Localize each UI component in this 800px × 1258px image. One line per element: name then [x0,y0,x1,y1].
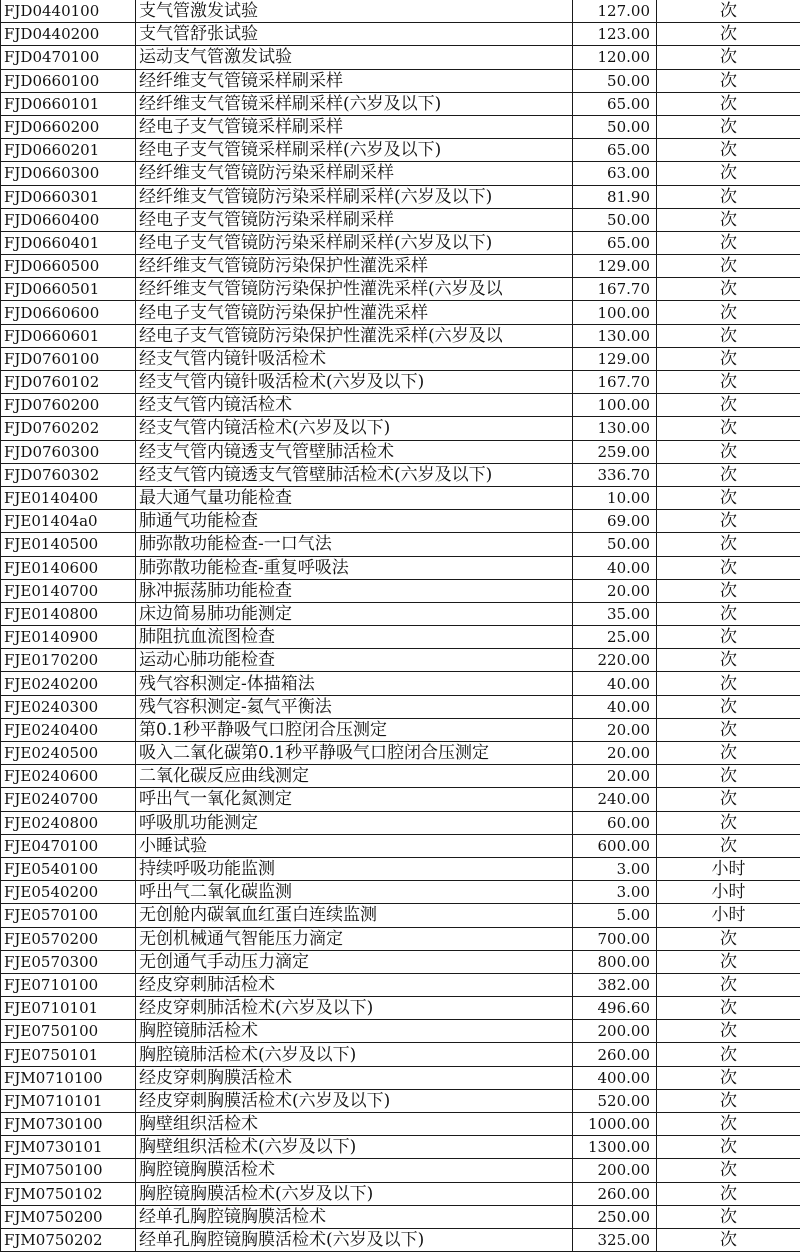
item-name-cell: 经单孔胸腔镜胸膜活检术(六岁及以下) [136,1228,573,1251]
price-cell: 220.00 [573,649,657,672]
price-cell: 40.00 [573,695,657,718]
code-cell: FJE01404a0 [1,510,136,533]
table-row [1,973,800,996]
price-cell: 127.00 [573,0,657,23]
price-cell: 800.00 [573,950,657,973]
unit-cell: 次 [657,1043,800,1066]
item-name-cell: 经纤维支气管镜防污染保护性灌洗采样(六岁及以 [136,278,573,301]
table-row [1,301,800,324]
code-cell: FJE0240800 [1,811,136,834]
price-cell: 120.00 [573,46,657,69]
price-cell: 50.00 [573,533,657,556]
price-cell: 35.00 [573,602,657,625]
unit-cell: 次 [657,92,800,115]
unit-cell: 次 [657,695,800,718]
price-cell: 1300.00 [573,1136,657,1159]
unit-cell: 次 [657,997,800,1020]
code-cell: FJE0710101 [1,997,136,1020]
table-row [1,347,800,370]
item-name-cell: 经电子支气管镜防污染采样刷采样 [136,208,573,231]
item-name-cell: 肺阻抗血流图检查 [136,626,573,649]
table-row [1,1228,800,1251]
unit-cell: 次 [657,440,800,463]
price-cell: 20.00 [573,765,657,788]
unit-cell: 次 [657,533,800,556]
unit-cell: 次 [657,602,800,625]
code-cell: FJD0660301 [1,185,136,208]
item-name-cell: 呼出气一氧化氮测定 [136,788,573,811]
unit-cell: 次 [657,69,800,92]
table-body [1,0,800,1252]
table-row [1,742,800,765]
code-cell: FJD0470100 [1,46,136,69]
item-name-cell: 运动支气管激发试验 [136,46,573,69]
table-row [1,278,800,301]
code-cell: FJD0660101 [1,92,136,115]
unit-cell: 次 [657,115,800,138]
price-cell: 130.00 [573,417,657,440]
table-row [1,69,800,92]
table-row [1,857,800,880]
table-row [1,602,800,625]
price-cell: 325.00 [573,1228,657,1251]
price-cell: 100.00 [573,394,657,417]
unit-cell: 次 [657,185,800,208]
unit-cell: 次 [657,649,800,672]
item-name-cell: 经支气管内镜活检术 [136,394,573,417]
item-name-cell: 经皮穿刺肺活检术(六岁及以下) [136,997,573,1020]
table-row [1,927,800,950]
unit-cell: 次 [657,1136,800,1159]
item-name-cell: 胸腔镜胸膜活检术(六岁及以下) [136,1182,573,1205]
unit-cell: 次 [657,556,800,579]
table-row [1,371,800,394]
unit-cell: 次 [657,927,800,950]
code-cell: FJD0660100 [1,69,136,92]
unit-cell: 次 [657,278,800,301]
unit-cell: 次 [657,1159,800,1182]
code-cell: FJM0750202 [1,1228,136,1251]
table-row [1,718,800,741]
table-row [1,950,800,973]
item-name-cell: 经皮穿刺胸膜活检术 [136,1066,573,1089]
price-cell: 65.00 [573,139,657,162]
code-cell: FJM0750102 [1,1182,136,1205]
unit-cell: 次 [657,1113,800,1136]
item-name-cell: 吸入二氧化碳第0.1秒平静吸气口腔闭合压测定 [136,742,573,765]
unit-cell: 次 [657,139,800,162]
code-cell: FJE0140500 [1,533,136,556]
price-cell: 60.00 [573,811,657,834]
price-cell: 1000.00 [573,1113,657,1136]
price-cell: 520.00 [573,1089,657,1112]
code-cell: FJE0240400 [1,718,136,741]
table-row [1,626,800,649]
item-name-cell: 呼吸肌功能测定 [136,811,573,834]
table-row [1,1113,800,1136]
item-name-cell: 肺弥散功能检查-重复呼吸法 [136,556,573,579]
code-cell: FJD0660501 [1,278,136,301]
item-name-cell: 经电子支气管镜采样刷采样(六岁及以下) [136,139,573,162]
price-cell: 65.00 [573,92,657,115]
unit-cell: 次 [657,1228,800,1251]
code-cell: FJD0660500 [1,255,136,278]
table-row [1,1182,800,1205]
code-cell: FJE0570300 [1,950,136,973]
table-row [1,1136,800,1159]
code-cell: FJM0750200 [1,1205,136,1228]
code-cell: FJE0140800 [1,602,136,625]
table-row [1,533,800,556]
code-cell: FJM0750100 [1,1159,136,1182]
code-cell: FJE0750100 [1,1020,136,1043]
item-name-cell: 经纤维支气管镜防污染采样刷采样(六岁及以下) [136,185,573,208]
unit-cell: 次 [657,46,800,69]
code-cell: FJE0240300 [1,695,136,718]
table-row [1,440,800,463]
table-row [1,115,800,138]
code-cell: FJE0240600 [1,765,136,788]
price-cell: 40.00 [573,556,657,579]
unit-cell: 次 [657,162,800,185]
table-row [1,463,800,486]
price-cell: 200.00 [573,1020,657,1043]
unit-cell: 小时 [657,857,800,880]
price-cell: 129.00 [573,347,657,370]
unit-cell: 次 [657,463,800,486]
price-cell: 260.00 [573,1043,657,1066]
code-cell: FJE0540100 [1,857,136,880]
table-row [1,672,800,695]
table-row [1,92,800,115]
table-row [1,881,800,904]
item-name-cell: 胸壁组织活检术 [136,1113,573,1136]
price-cell: 50.00 [573,208,657,231]
price-cell: 50.00 [573,115,657,138]
item-name-cell: 经电子支气管镜防污染保护性灌洗采样(六岁及以 [136,324,573,347]
item-name-cell: 小睡试验 [136,834,573,857]
table-row [1,510,800,533]
table-row [1,255,800,278]
table-row [1,811,800,834]
item-name-cell: 二氧化碳反应曲线测定 [136,765,573,788]
table-row [1,1159,800,1182]
price-cell: 20.00 [573,742,657,765]
item-name-cell: 经皮穿刺肺活检术 [136,973,573,996]
price-cell: 496.60 [573,997,657,1020]
table-row [1,695,800,718]
price-cell: 240.00 [573,788,657,811]
price-cell: 3.00 [573,881,657,904]
table-row [1,185,800,208]
table-row [1,231,800,254]
table-row [1,1066,800,1089]
item-name-cell: 经支气管内镜透支气管壁肺活检术 [136,440,573,463]
price-cell: 167.70 [573,371,657,394]
code-cell: FJE0570200 [1,927,136,950]
code-cell: FJE0140400 [1,486,136,509]
price-cell: 700.00 [573,927,657,950]
price-cell: 100.00 [573,301,657,324]
unit-cell: 次 [657,255,800,278]
table-row [1,394,800,417]
item-name-cell: 胸腔镜肺活检术 [136,1020,573,1043]
item-name-cell: 经支气管内镜针吸活检术 [136,347,573,370]
code-cell: FJD0760100 [1,347,136,370]
item-name-cell: 支气管激发试验 [136,0,573,23]
code-cell: FJD0760300 [1,440,136,463]
item-name-cell: 经纤维支气管镜采样刷采样(六岁及以下) [136,92,573,115]
unit-cell: 次 [657,765,800,788]
table-row [1,162,800,185]
code-cell: FJM0710101 [1,1089,136,1112]
unit-cell: 次 [657,1205,800,1228]
item-name-cell: 经单孔胸腔镜胸膜活检术 [136,1205,573,1228]
table-row [1,649,800,672]
unit-cell: 次 [657,0,800,23]
price-cell: 123.00 [573,23,657,46]
price-cell: 25.00 [573,626,657,649]
unit-cell: 次 [657,672,800,695]
item-name-cell: 经纤维支气管镜采样刷采样 [136,69,573,92]
table-row [1,1043,800,1066]
item-name-cell: 呼出气二氧化碳监测 [136,881,573,904]
code-cell: FJE0570100 [1,904,136,927]
price-cell: 5.00 [573,904,657,927]
unit-cell: 次 [657,834,800,857]
table-row [1,788,800,811]
code-cell: FJD0760102 [1,371,136,394]
code-cell: FJD0660400 [1,208,136,231]
table-row [1,23,800,46]
price-cell: 65.00 [573,231,657,254]
unit-cell: 次 [657,742,800,765]
code-cell: FJD0660201 [1,139,136,162]
code-cell: FJE0710100 [1,973,136,996]
item-name-cell: 经纤维支气管镜防污染保护性灌洗采样 [136,255,573,278]
unit-cell: 次 [657,1066,800,1089]
price-cell: 400.00 [573,1066,657,1089]
table-row [1,486,800,509]
unit-cell: 次 [657,394,800,417]
item-name-cell: 最大通气量功能检查 [136,486,573,509]
price-cell: 69.00 [573,510,657,533]
item-name-cell: 支气管舒张试验 [136,23,573,46]
item-name-cell: 肺弥散功能检查-一口气法 [136,533,573,556]
table-row [1,1205,800,1228]
code-cell: FJE0140600 [1,556,136,579]
code-cell: FJD0760302 [1,463,136,486]
item-name-cell: 残气容积测定-氦气平衡法 [136,695,573,718]
unit-cell: 次 [657,324,800,347]
item-name-cell: 经支气管内镜透支气管壁肺活检术(六岁及以下) [136,463,573,486]
price-cell: 3.00 [573,857,657,880]
item-name-cell: 无创通气手动压力滴定 [136,950,573,973]
code-cell: FJD0760202 [1,417,136,440]
price-cell: 50.00 [573,69,657,92]
code-cell: FJE0240200 [1,672,136,695]
unit-cell: 次 [657,23,800,46]
code-cell: FJD0440100 [1,0,136,23]
price-cell: 20.00 [573,579,657,602]
table-row [1,417,800,440]
table-row [1,139,800,162]
table-row [1,834,800,857]
item-name-cell: 经支气管内镜针吸活检术(六岁及以下) [136,371,573,394]
code-cell: FJE0170200 [1,649,136,672]
table-row [1,997,800,1020]
unit-cell: 次 [657,718,800,741]
unit-cell: 次 [657,626,800,649]
item-name-cell: 肺通气功能检查 [136,510,573,533]
price-cell: 250.00 [573,1205,657,1228]
code-cell: FJD0660401 [1,231,136,254]
item-name-cell: 经支气管内镜活检术(六岁及以下) [136,417,573,440]
unit-cell: 次 [657,486,800,509]
unit-cell: 次 [657,510,800,533]
price-cell: 336.70 [573,463,657,486]
unit-cell: 次 [657,371,800,394]
item-name-cell: 胸腔镜胸膜活检术 [136,1159,573,1182]
code-cell: FJE0140700 [1,579,136,602]
unit-cell: 小时 [657,904,800,927]
code-cell: FJE0140900 [1,626,136,649]
table-row [1,1089,800,1112]
code-cell: FJE0750101 [1,1043,136,1066]
item-name-cell: 床边简易肺功能测定 [136,602,573,625]
code-cell: FJE0470100 [1,834,136,857]
unit-cell: 次 [657,788,800,811]
price-cell: 20.00 [573,718,657,741]
table-row [1,579,800,602]
code-cell: FJE0240500 [1,742,136,765]
unit-cell: 次 [657,301,800,324]
unit-cell: 次 [657,208,800,231]
price-cell: 260.00 [573,1182,657,1205]
unit-cell: 次 [657,973,800,996]
unit-cell: 次 [657,950,800,973]
item-name-cell: 无创机械通气智能压力滴定 [136,927,573,950]
item-name-cell: 经皮穿刺胸膜活检术(六岁及以下) [136,1089,573,1112]
item-name-cell: 残气容积测定-体描箱法 [136,672,573,695]
item-name-cell: 无创舱内碳氧血红蛋白连续监测 [136,904,573,927]
price-cell: 129.00 [573,255,657,278]
unit-cell: 次 [657,231,800,254]
item-name-cell: 经纤维支气管镜防污染采样刷采样 [136,162,573,185]
code-cell: FJE0240700 [1,788,136,811]
code-cell: FJD0660300 [1,162,136,185]
item-name-cell: 持续呼吸功能监测 [136,857,573,880]
unit-cell: 小时 [657,881,800,904]
code-cell: FJD0760200 [1,394,136,417]
table-row [1,1020,800,1043]
item-name-cell: 第0.1秒平静吸气口腔闭合压测定 [136,718,573,741]
code-cell: FJD0440200 [1,23,136,46]
price-cell: 167.70 [573,278,657,301]
table-row [1,46,800,69]
table-row [1,765,800,788]
price-cell: 200.00 [573,1159,657,1182]
price-cell: 600.00 [573,834,657,857]
code-cell: FJM0730101 [1,1136,136,1159]
unit-cell: 次 [657,1089,800,1112]
unit-cell: 次 [657,347,800,370]
item-name-cell: 运动心肺功能检查 [136,649,573,672]
table-row [1,0,800,23]
price-cell: 40.00 [573,672,657,695]
price-cell: 10.00 [573,486,657,509]
item-name-cell: 经电子支气管镜防污染采样刷采样(六岁及以下) [136,231,573,254]
code-cell: FJE0540200 [1,881,136,904]
code-cell: FJM0710100 [1,1066,136,1089]
price-cell: 259.00 [573,440,657,463]
item-name-cell: 胸腔镜肺活检术(六岁及以下) [136,1043,573,1066]
item-name-cell: 胸壁组织活检术(六岁及以下) [136,1136,573,1159]
unit-cell: 次 [657,1182,800,1205]
table-row [1,904,800,927]
price-cell: 81.90 [573,185,657,208]
price-cell: 130.00 [573,324,657,347]
code-cell: FJD0660601 [1,324,136,347]
unit-cell: 次 [657,579,800,602]
code-cell: FJD0660200 [1,115,136,138]
item-name-cell: 经电子支气管镜采样刷采样 [136,115,573,138]
price-cell: 63.00 [573,162,657,185]
unit-cell: 次 [657,1020,800,1043]
code-cell: FJD0660600 [1,301,136,324]
table-row [1,556,800,579]
item-name-cell: 经电子支气管镜防污染保护性灌洗采样 [136,301,573,324]
item-name-cell: 脉冲振荡肺功能检查 [136,579,573,602]
unit-cell: 次 [657,811,800,834]
table-row [1,324,800,347]
code-cell: FJM0730100 [1,1113,136,1136]
table-row [1,208,800,231]
unit-cell: 次 [657,417,800,440]
price-cell: 382.00 [573,973,657,996]
